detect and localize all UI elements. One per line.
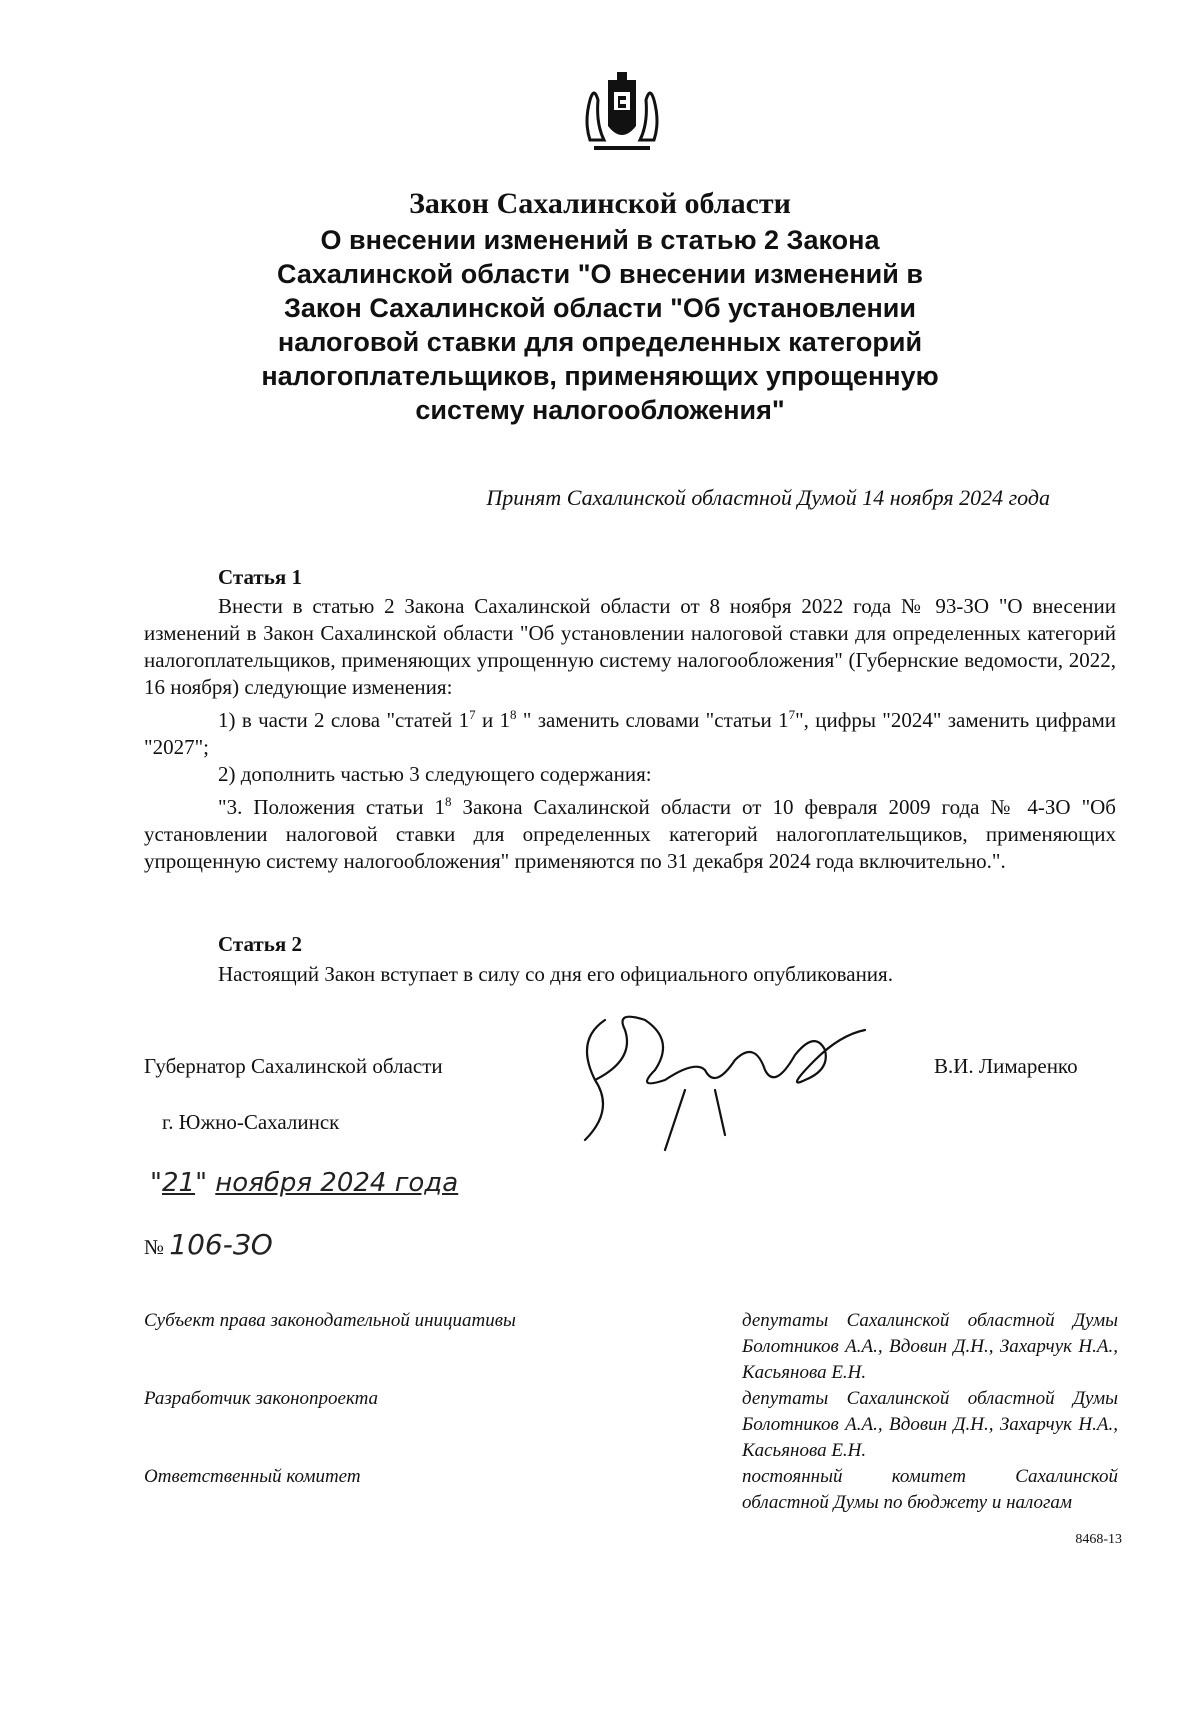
law-title xyxy=(150,185,1050,427)
title-line-5: налоговой ставки для определенных категорий xyxy=(277,327,923,357)
title-line-7: систему налогообложения" xyxy=(415,395,785,425)
article-1-item-1: 1) в части 2 слова "статей $1^7$ и $1^8$ " заменить словами "статьи $1^7$", цифры "2024" заменить цифрами "2027"; xyxy=(144,707,1116,759)
initiative-label: Субъект права законодательной инициативы xyxy=(144,1310,516,1331)
article-1-quote: "3. Положения статьи $1^8$ Закона Сахалинской области от 10 февраля 2009 года № 4-ЗО "Об установлении налоговой ставки для определенных категорий налогоплательщиков, применяющих упрощенную систему налогообложения" применяются по 31 декабря 2024 года включительно.". xyxy=(144,794,1116,873)
title-line-4: Закон Сахалинской области "Об установлении xyxy=(283,293,917,323)
committee-label: Ответственный комитет xyxy=(144,1466,361,1487)
signing-date: "21" ноября 2024 года xyxy=(150,1168,459,1198)
law-number: № 106-ЗО xyxy=(144,1228,273,1261)
city: г. Южно-Сахалинск xyxy=(162,1110,340,1134)
article-1-item-2: 2) дополнить частью 3 следующего содержания: xyxy=(218,762,652,786)
article-2-heading: Статья 2 xyxy=(218,932,302,956)
title-line-6: налогоплательщиков, применяющих упрощенную xyxy=(261,361,939,391)
title-line-2: О внесении изменений в статью 2 Закона xyxy=(320,225,880,255)
document-code: 8468-13 xyxy=(1075,1532,1122,1547)
coat-of-arms-icon xyxy=(584,70,660,164)
developer-label: Разработчик законопроекта xyxy=(144,1388,379,1409)
developer-value: депутаты Сахалинской областной Думы Болотников А.А., Вдовин Д.Н., Захарчук Н.А., Касьянова Е.Н. xyxy=(742,1388,1118,1461)
initiative-value: депутаты Сахалинской областной Думы Болотников А.А., Вдовин Д.Н., Захарчук Н.А., Касьянова Е.Н. xyxy=(742,1310,1118,1383)
adoption-note: Принят Сахалинской областной Думой 14 ноября 2024 года xyxy=(486,485,1050,510)
article-1-heading: Статья 1 xyxy=(218,565,302,589)
signature-mark xyxy=(565,1000,885,1160)
article-1-intro: Внести в статью 2 Закона Сахалинской области от 8 ноября 2022 года № 93-ЗО "О внесении изменений в Закон Сахалинской области "Об установлении налоговой ставки для определенных категорий налогоплательщиков, применяющих упрощенную систему налогообложения" (Губернские ведомости, 2022, 16 ноября) следующие изменения: xyxy=(144,594,1116,699)
title-line-1: Закон Сахалинской области xyxy=(409,187,791,220)
governor-name: В.И. Лимаренко xyxy=(934,1054,1078,1078)
title-line-3: Сахалинской области "О внесении изменений в xyxy=(277,259,923,289)
article-1-body xyxy=(144,593,1116,875)
governor-position: Губернатор Сахалинской области xyxy=(144,1054,443,1078)
article-2-text: Настоящий Закон вступает в силу со дня его официального опубликования. xyxy=(218,962,893,986)
committee-value: постоянный комитет Сахалинской областной Думы по бюджету и налогам xyxy=(742,1466,1118,1513)
